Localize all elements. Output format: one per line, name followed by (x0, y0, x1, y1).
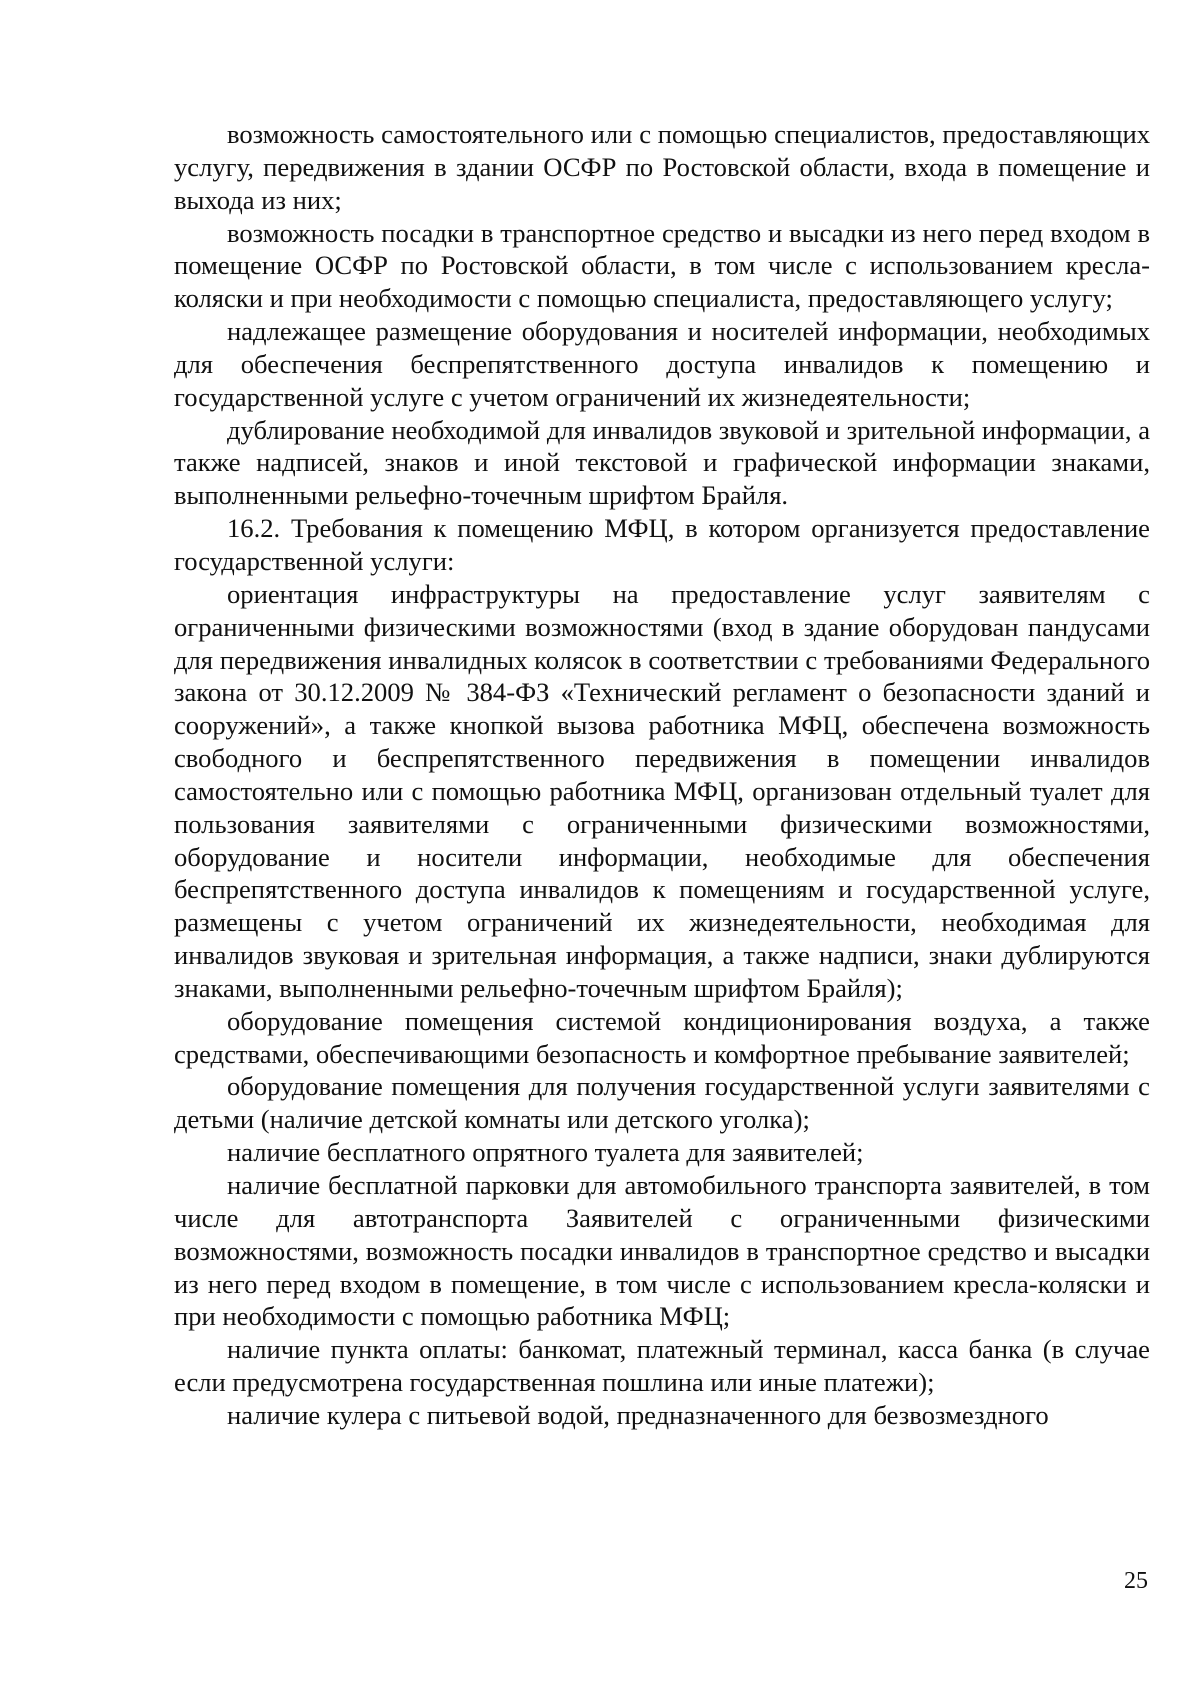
paragraph-2: возможность посадки в транспортное средство и высадки из него перед входом в помещение ОСФР по Ростовской области, в том числе с использованием кресла-коляски и при необходимости с помощью специалиста, предоставляющего услугу; (174, 217, 1150, 314)
document-body (174, 118, 1150, 1432)
paragraph-12: наличие кулера с питьевой водой, предназначенного для безвозмездного (227, 1399, 1049, 1430)
paragraph-5-section-16-2: 16.2. Требования к помещению МФЦ, в котором организуется предоставление государственной услуги: (174, 513, 1150, 576)
paragraph-6: ориентация инфраструктуры на предоставление услуг заявителям с ограниченными физическими возможностями (вход в здание оборудован пандусами для передвижения инвалидных колясок в соответствии с требованиями Федерального закона от 30.12.2009 № 384-ФЗ «Технический регламент о безопасности зданий и сооружений», а также кнопкой вызова работника МФЦ, обеспечена возможность свободного и беспрепятственного передвижения в помещении инвалидов самостоятельно или с помощью работника МФЦ, организован отдельный туалет для пользования заявителями с ограниченными физическими возможностями, оборудование и носители информации, необходимые для обеспечения беспрепятственного доступа инвалидов к помещениям и государственной услуге, размещены с учетом ограничений их жизнедеятельности, необходимая для инвалидов звуковая и зрительная информация, а также надписи, знаки дублируются знаками, выполненными рельефно-точечным шрифтом Брайля); (174, 578, 1150, 1003)
paragraph-3: надлежащее размещение оборудования и носителей информации, необходимых для обеспечения беспрепятственного доступа инвалидов к помещению и государственной услуге с учетом ограничений их жизнедеятельности; (174, 316, 1150, 412)
page-number: 25 (1124, 1568, 1148, 1594)
paragraph-1: возможность самостоятельного или с помощью специалистов, предоставляющих услугу, передвижения в здании ОСФР по Ростовской области, входа в помещение и выхода из них; (174, 119, 1150, 215)
paragraph-11: наличие пункта оплаты: банкомат, платежный терминал, касса банка (в случае если предусмотрена государственная пошлина или иные платежи); (174, 1334, 1150, 1398)
paragraph-9: наличие бесплатного опрятного туалета для заявителей; (227, 1137, 864, 1168)
paragraph-7: оборудование помещения системой кондиционирования воздуха, а также средствами, обеспечивающими безопасность и комфортное пребывание заявителей; (174, 1005, 1150, 1069)
paragraph-8: оборудование помещения для получения государственной услуги заявителями с детьми (наличие детской комнаты или детского уголка); (174, 1071, 1150, 1135)
paragraph-10: наличие бесплатной парковки для автомобильного транспорта заявителей, в том числе для автотранспорта Заявителей с ограниченными физическими возможностями, возможность посадки инвалидов в транспортное средство и высадки из него перед входом в помещение, в том числе с использованием кресла-коляски и при необходимости с помощью работника МФЦ; (174, 1170, 1150, 1332)
paragraph-4: дублирование необходимой для инвалидов звуковой и зрительной информации, а также надписей, знаков и иной текстовой и графической информации знаками, выполненными рельефно-точечным шрифтом Брайля. (174, 414, 1150, 511)
